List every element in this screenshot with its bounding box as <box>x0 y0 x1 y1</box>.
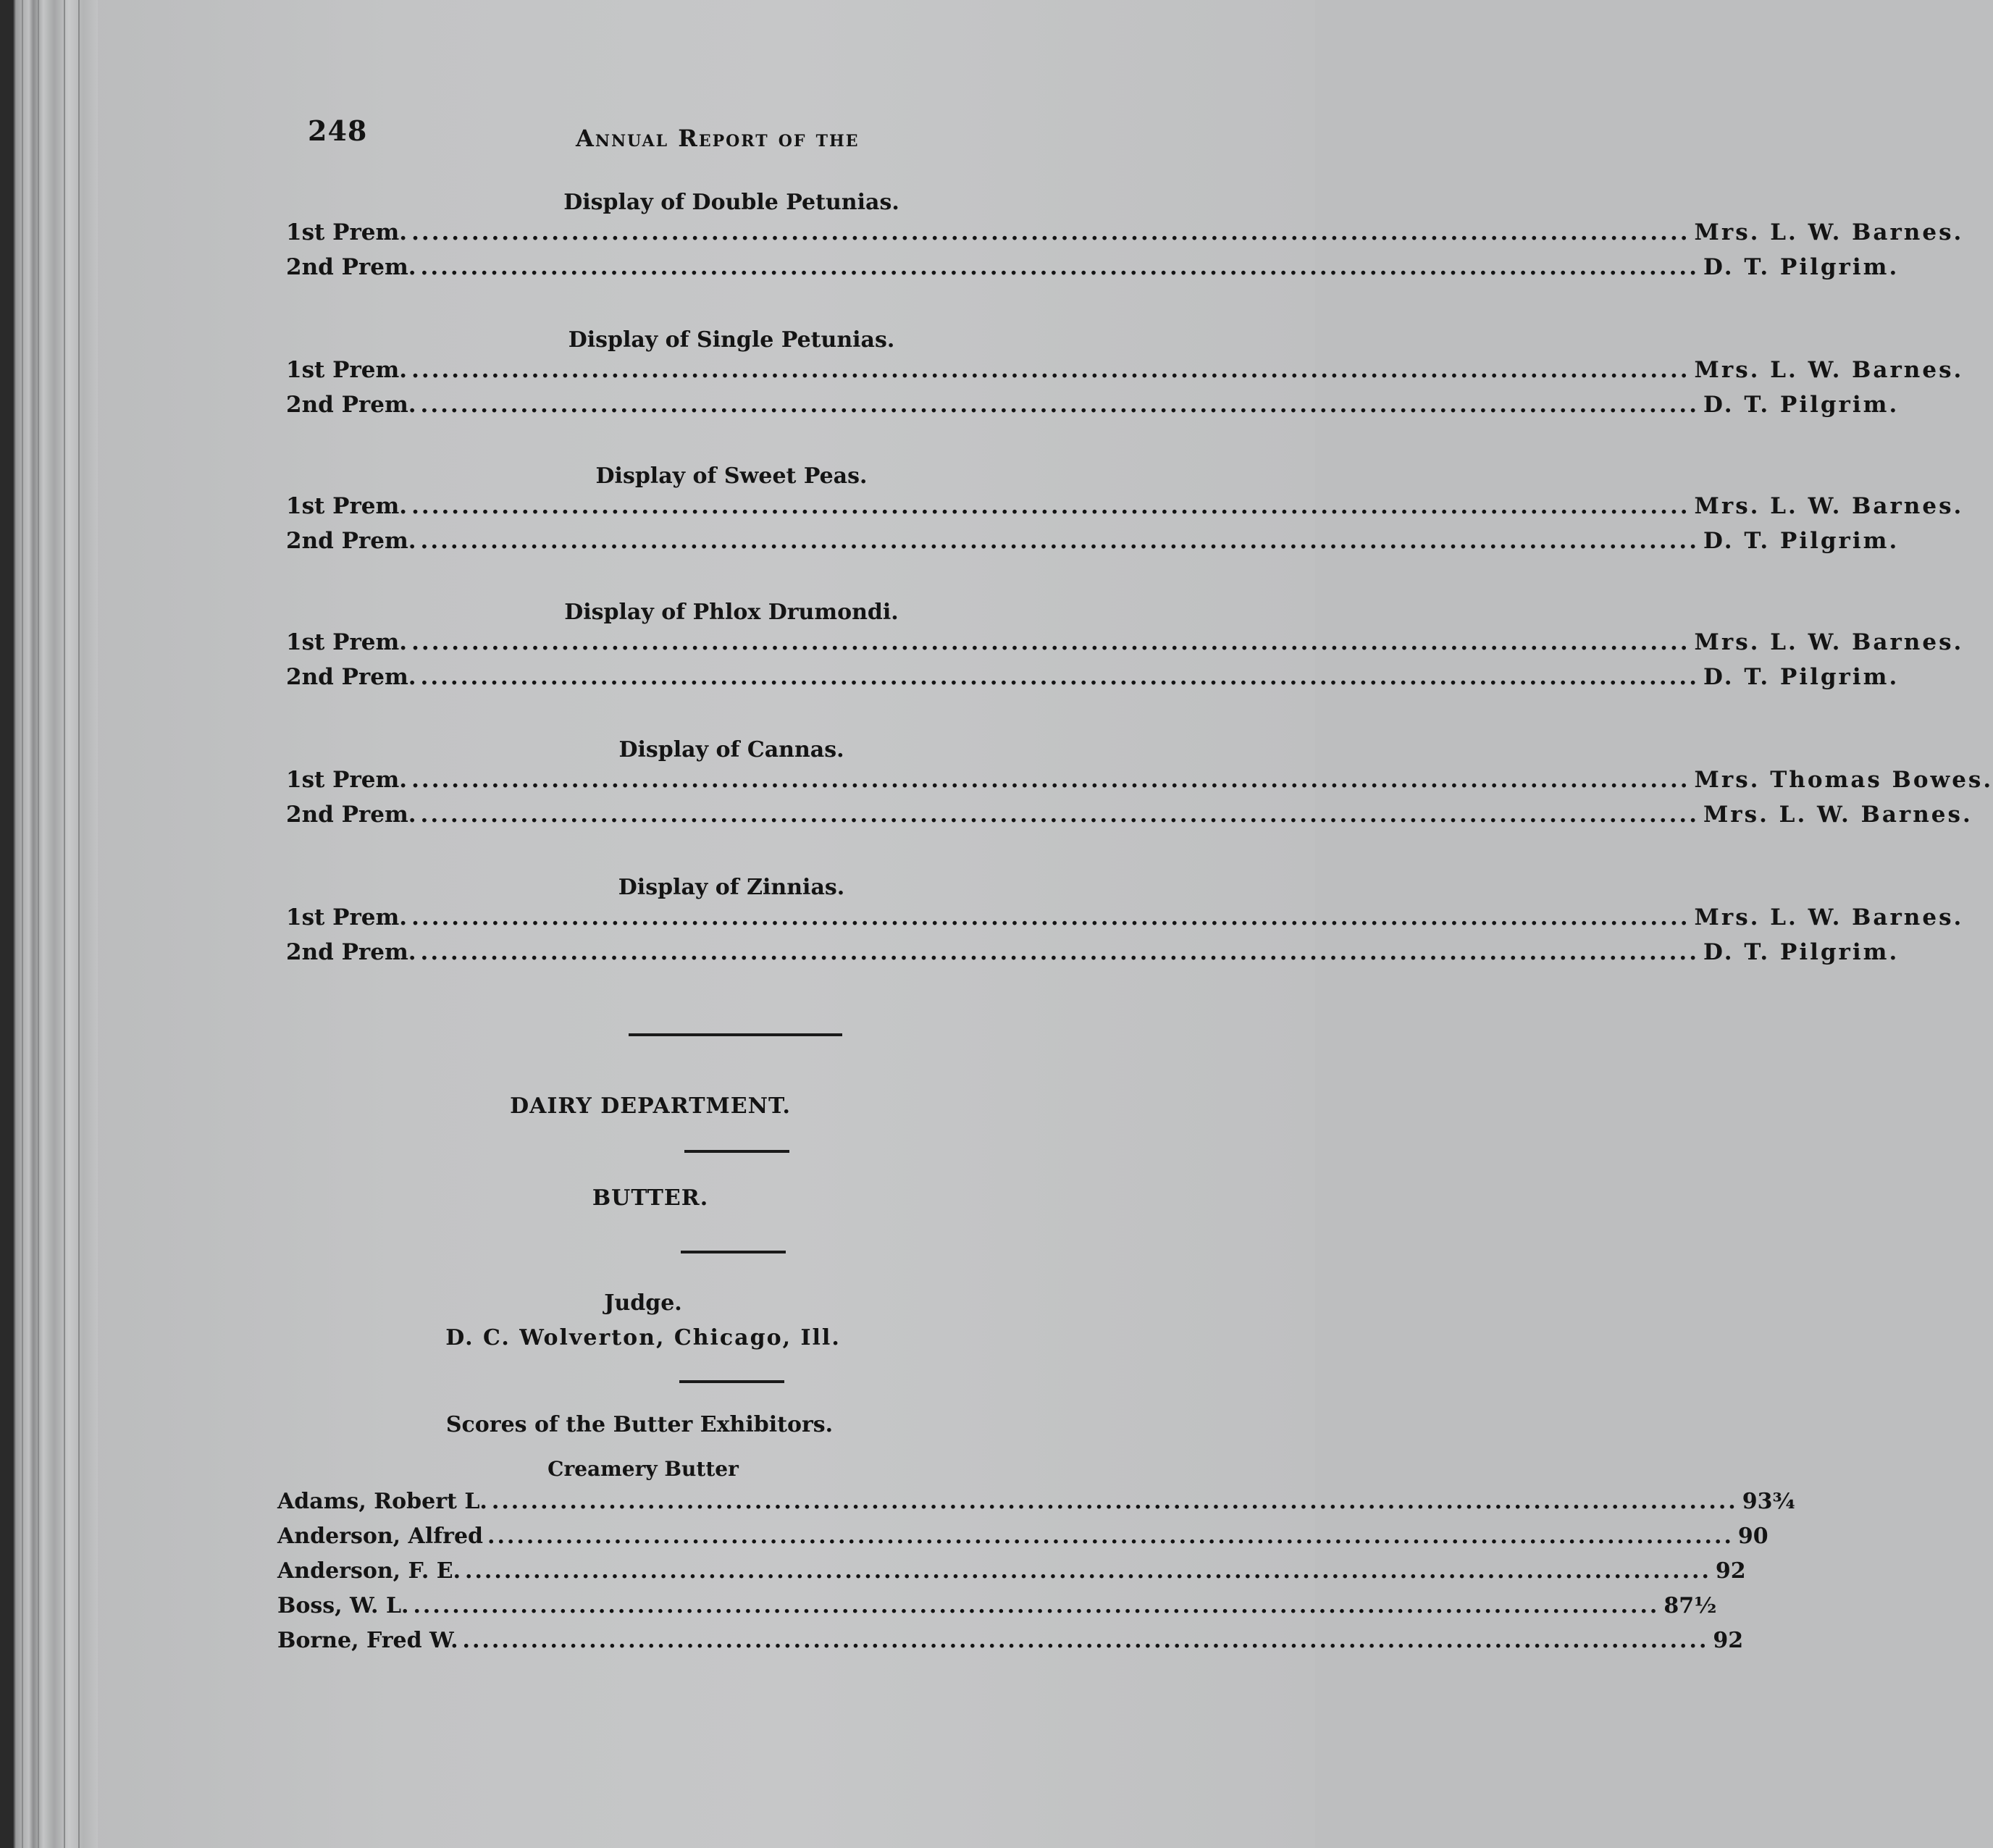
premium-winner: Mrs. L. W. Barnes. <box>1703 802 1973 828</box>
score-row <box>277 1589 1717 1624</box>
dot-leader: ................................................................................................................................ <box>413 1593 1660 1618</box>
section-divider-rule <box>679 1380 784 1383</box>
premium-label: 2nd Prem. <box>286 254 416 280</box>
scores-list <box>277 1484 1795 1658</box>
display-title: Display of Phlox Drumondi. <box>564 600 899 625</box>
dot-leader: ................................................................................................................................ <box>420 664 1699 690</box>
premium-row <box>286 215 1964 250</box>
premium-row <box>286 524 1900 558</box>
dot-leader: ................................................................................................................................ <box>491 1489 1738 1514</box>
premium-row <box>286 387 1900 422</box>
page-number: 248 <box>308 114 368 147</box>
dot-leader: ................................................................................................................................ <box>411 219 1690 245</box>
dot-leader: ................................................................................................................................ <box>420 254 1699 280</box>
premium-label: 2nd Prem. <box>286 528 416 554</box>
display-section <box>286 875 1964 970</box>
premium-row <box>286 763 1993 797</box>
premium-row <box>286 935 1900 970</box>
exhibitor-score: 87½ <box>1663 1593 1717 1618</box>
score-row <box>277 1624 1744 1658</box>
premium-label: 1st Prem. <box>286 767 408 793</box>
judge-heading: Judge. <box>604 1290 682 1316</box>
dot-leader: ................................................................................................................................ <box>465 1558 1711 1584</box>
premium-label: 2nd Prem. <box>286 802 416 828</box>
dot-leader: ................................................................................................................................ <box>487 1524 1734 1549</box>
premium-label: 1st Prem. <box>286 629 408 655</box>
running-head: Annual Report of the <box>576 125 860 152</box>
premium-label: 1st Prem. <box>286 493 408 519</box>
dot-leader: ................................................................................................................................ <box>411 767 1690 793</box>
premium-winner: D. T. Pilgrim. <box>1703 392 1900 418</box>
scores-heading: Scores of the Butter Exhibitors. <box>445 1412 834 1437</box>
dot-leader: ................................................................................................................................ <box>411 629 1690 655</box>
exhibitor-score: 93¾ <box>1742 1489 1795 1514</box>
dot-leader: ................................................................................................................................ <box>420 528 1699 554</box>
exhibitor-score: 92 <box>1713 1628 1744 1653</box>
dot-leader: ................................................................................................................................ <box>420 802 1699 828</box>
premium-winner: Mrs. L. W. Barnes. <box>1694 629 1964 655</box>
book-binding-edge <box>0 0 98 1848</box>
dot-leader: ................................................................................................................................ <box>420 392 1699 418</box>
premium-label: 1st Prem. <box>286 219 408 245</box>
subsection-heading: BUTTER. <box>592 1185 709 1211</box>
display-section <box>286 327 1964 422</box>
section-divider-rule <box>629 1033 842 1036</box>
premium-row <box>286 625 1964 660</box>
display-title: Display of Double Petunias. <box>563 190 899 215</box>
score-row <box>277 1554 1746 1589</box>
display-section <box>286 463 1964 558</box>
premium-winner: D. T. Pilgrim. <box>1703 664 1900 690</box>
display-section <box>286 737 1993 832</box>
premium-winner: D. T. Pilgrim. <box>1703 939 1900 965</box>
premium-label: 2nd Prem. <box>286 664 416 690</box>
premium-label: 2nd Prem. <box>286 392 416 418</box>
exhibitor-name: Borne, Fred W. <box>277 1628 458 1653</box>
display-title: Display of Zinnias. <box>618 875 845 900</box>
exhibitor-name: Anderson, Alfred <box>277 1524 484 1549</box>
dot-leader: ................................................................................................................................ <box>462 1628 1709 1653</box>
exhibitor-score: 90 <box>1737 1524 1768 1549</box>
premium-row <box>286 250 1900 285</box>
exhibitor-score: 92 <box>1715 1558 1746 1584</box>
premium-row <box>286 797 1973 832</box>
section-divider-rule <box>681 1251 786 1253</box>
display-title: Display of Single Petunias. <box>568 327 895 353</box>
dot-leader: ................................................................................................................................ <box>411 493 1690 519</box>
premium-row <box>286 660 1900 694</box>
judge-name: D. C. Wolverton, Chicago, Ill. <box>445 1325 841 1351</box>
binding-line <box>22 0 23 1848</box>
department-heading: DAIRY DEPARTMENT. <box>510 1093 791 1119</box>
dot-leader: ................................................................................................................................ <box>411 357 1690 383</box>
binding-line <box>78 0 80 1848</box>
premium-label: 2nd Prem. <box>286 939 416 965</box>
premium-row <box>286 353 1964 387</box>
exhibitor-name: Adams, Robert L. <box>277 1489 487 1514</box>
premium-row <box>286 900 1964 935</box>
exhibitor-name: Anderson, F. E. <box>277 1558 461 1584</box>
premium-winner: Mrs. L. W. Barnes. <box>1694 904 1964 931</box>
binding-line <box>38 0 39 1848</box>
display-title: Display of Cannas. <box>618 737 844 763</box>
premium-label: 1st Prem. <box>286 357 408 383</box>
binding-line <box>64 0 65 1848</box>
premium-label: 1st Prem. <box>286 904 408 931</box>
score-row <box>277 1484 1795 1519</box>
premium-row <box>286 489 1964 524</box>
premium-winner: Mrs. L. W. Barnes. <box>1694 219 1964 245</box>
premium-winner: D. T. Pilgrim. <box>1703 528 1900 554</box>
premium-winner: Mrs. Thomas Bowes. <box>1694 767 1993 793</box>
premium-winner: Mrs. L. W. Barnes. <box>1694 357 1964 383</box>
exhibitor-name: Boss, W. L. <box>277 1593 409 1618</box>
score-row <box>277 1519 1768 1554</box>
scores-subheading: Creamery Butter <box>547 1457 739 1481</box>
section-divider-rule <box>684 1150 789 1153</box>
dot-leader: ................................................................................................................................ <box>420 939 1699 965</box>
premium-winner: Mrs. L. W. Barnes. <box>1694 493 1964 519</box>
display-section <box>286 190 1964 285</box>
display-title: Display of Sweet Peas. <box>595 463 868 489</box>
premium-winner: D. T. Pilgrim. <box>1703 254 1900 280</box>
display-section <box>286 600 1964 694</box>
dot-leader: ................................................................................................................................ <box>411 904 1690 931</box>
